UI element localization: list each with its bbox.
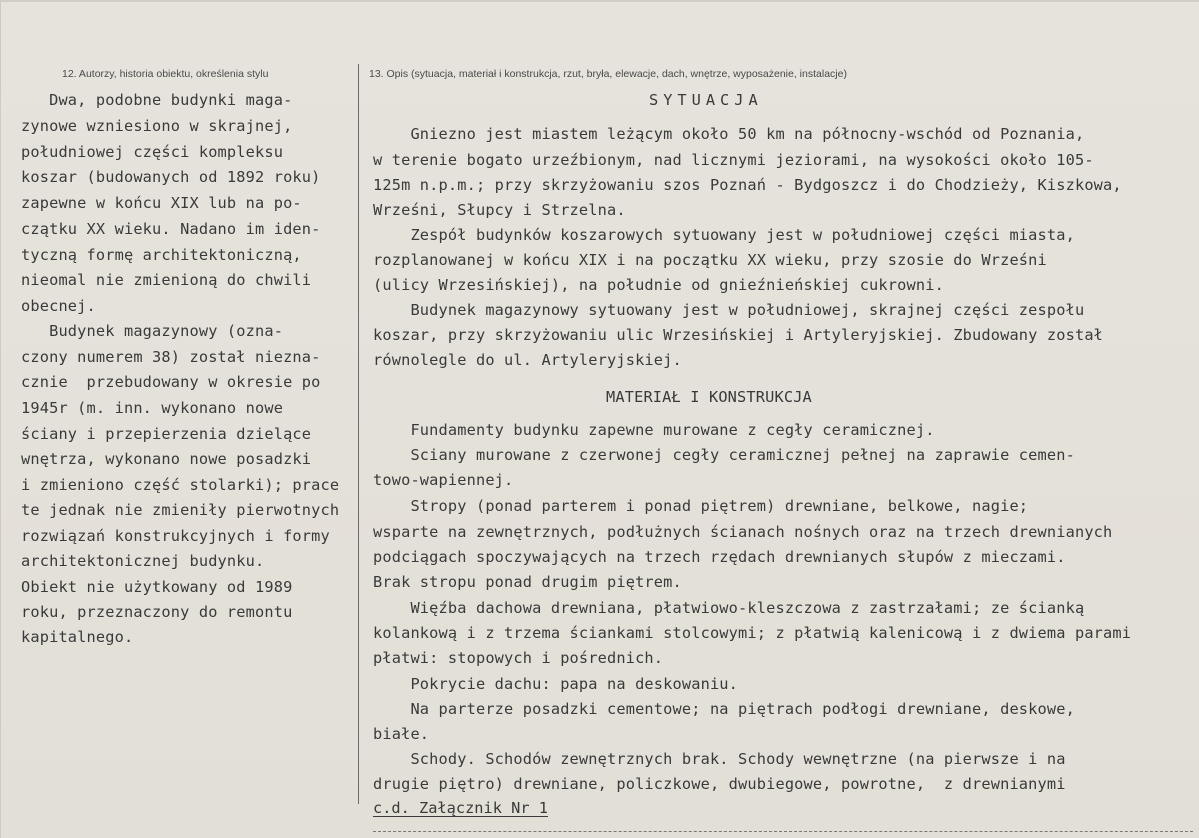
left-line: wnętrza, wykonano nowe posadzki — [21, 450, 312, 468]
left-line: cznie przebudowany w okresie po — [21, 373, 321, 391]
left-line: obecnej. — [21, 297, 96, 315]
right-line: Stropy (ponad parterem i ponad piętrem) drewniane, belkowe, nagie; — [373, 497, 1029, 515]
left-line: Dwa, podobne budynki maga- — [21, 91, 293, 109]
right-line: Budynek magazynowy sytuowany jest w południowej, skrajnej części zespołu — [373, 301, 1085, 319]
right-line: Wrześni, Słupcy i Strzelna. — [373, 201, 626, 219]
left-column-header: 12. Autorzy, historia obiektu, określenia stylu — [62, 68, 269, 80]
left-line: czony numerem 38) został niezna- — [21, 348, 321, 366]
right-line: Brak stropu ponad drugim piętrem. — [373, 573, 682, 591]
right-line: 125m n.p.m.; przy skrzyżowaniu szos Poznań - Bydgoszcz i do Chodzieży, Kiszkowa, — [373, 176, 1122, 194]
right-line: płatwi: stopowych i pośrednich. — [373, 649, 664, 667]
right-line: towo-wapiennej. — [373, 471, 514, 489]
right-line: Zespół budynków koszarowych sytuowany jest w południowej części miasta, — [373, 226, 1075, 244]
left-line: roku, przeznaczony do remontu — [21, 603, 293, 621]
right-column-header: 13. Opis (sytuacja, materiał i konstrukcja, rzut, bryła, elewacje, dach, wnętrze, wyposażenie, instalacje) — [369, 68, 847, 80]
right-line: w terenie bogato urzeźbionym, nad licznymi jeziorami, na wysokości około 105- — [373, 151, 1094, 169]
left-line: Budynek magazynowy (ozna- — [21, 322, 284, 340]
left-line: zapewne w końcu XIX lub na po- — [21, 194, 302, 212]
section-heading-sytuacja: SYTUACJA — [649, 91, 763, 109]
right-line: (ulicy Wrzesińskiej), na południe od gnieźnieńskiej cukrowni. — [373, 276, 944, 294]
right-line: Fundamenty budynku zapewne murowane z cegły ceramicznej. — [373, 421, 935, 439]
right-line: Schody. Schodów zewnętrznych brak. Schody wewnętrzne (na pierwsze i na — [373, 750, 1066, 768]
right-line: koszar, przy skrzyżowaniu ulic Wrzesińskiej i Artyleryjskiej. Zbudowany został — [373, 326, 1104, 344]
left-line: kapitalnego. — [21, 628, 134, 646]
right-line: rozplanowanej w końcu XIX i na początku XX wieku, przy szosie do Wrześni — [373, 251, 1047, 269]
right-line: Sciany murowane z czerwonej cegły ceramicznej pełnej na zaprawie cemen- — [373, 446, 1075, 464]
bottom-rule — [373, 831, 1193, 832]
left-line: rozwiązań konstrukcyjnych i formy — [21, 527, 330, 545]
left-line: południowej części kompleksu — [21, 143, 284, 161]
continuation-note: c.d. Załącznik Nr 1 — [373, 799, 548, 817]
right-line: białe. — [373, 725, 430, 743]
right-line: Gniezno jest miastem leżącym około 50 km na północny-wschód od Poznania, — [373, 125, 1085, 143]
left-line: czątku XX wieku. Nadano im iden- — [21, 220, 321, 238]
left-line: tyczną formę architektoniczną, — [21, 246, 302, 264]
right-line: równolegle do ul. Artyleryjskiej. — [373, 351, 682, 369]
right-line: podciągach spoczywających na trzech rzędach drewnianych słupów z mieczami. — [373, 548, 1066, 566]
right-line: Pokrycie dachu: papa na deskowaniu. — [373, 675, 739, 693]
section-heading-material: MATERIAŁ I KONSTRUKCJA — [606, 388, 812, 406]
right-line: wsparte na zewnętrznych, podłużnych ścianach nośnych oraz na trzech drewnianych — [373, 523, 1113, 541]
right-line: Na parterze posadzki cementowe; na piętrach podłogi drewniane, deskowe, — [373, 700, 1075, 718]
left-line: Obiekt nie użytkowany od 1989 — [21, 578, 293, 596]
right-line: Więźba dachowa drewniana, płatwiowo-kleszczowa z zastrzałami; ze ścianką — [373, 599, 1085, 617]
left-line: i zmieniono część stolarki); prace — [21, 476, 340, 494]
left-line: 1945r (m. inn. wykonano nowe — [21, 399, 284, 417]
column-divider — [358, 64, 359, 804]
left-line: nieomal nie zmienioną do chwili — [21, 271, 312, 289]
left-line: koszar (budowanych od 1892 roku) — [21, 168, 321, 186]
left-line: architektonicznej budynku. — [21, 552, 265, 570]
right-line: drugie piętro) drewniane, policzkowe, dwubiegowe, powrotne, z drewnianymi — [373, 775, 1066, 793]
left-line: ściany i przepierzenia dzielące — [21, 425, 312, 443]
left-line: zynowe wzniesiono w skrajnej, — [21, 117, 293, 135]
right-line: kolankową i z trzema ściankami stolcowymi; z płatwią kalenicową i z dwiema parami — [373, 624, 1132, 642]
left-line: te jednak nie zmieniły pierwotnych — [21, 501, 340, 519]
